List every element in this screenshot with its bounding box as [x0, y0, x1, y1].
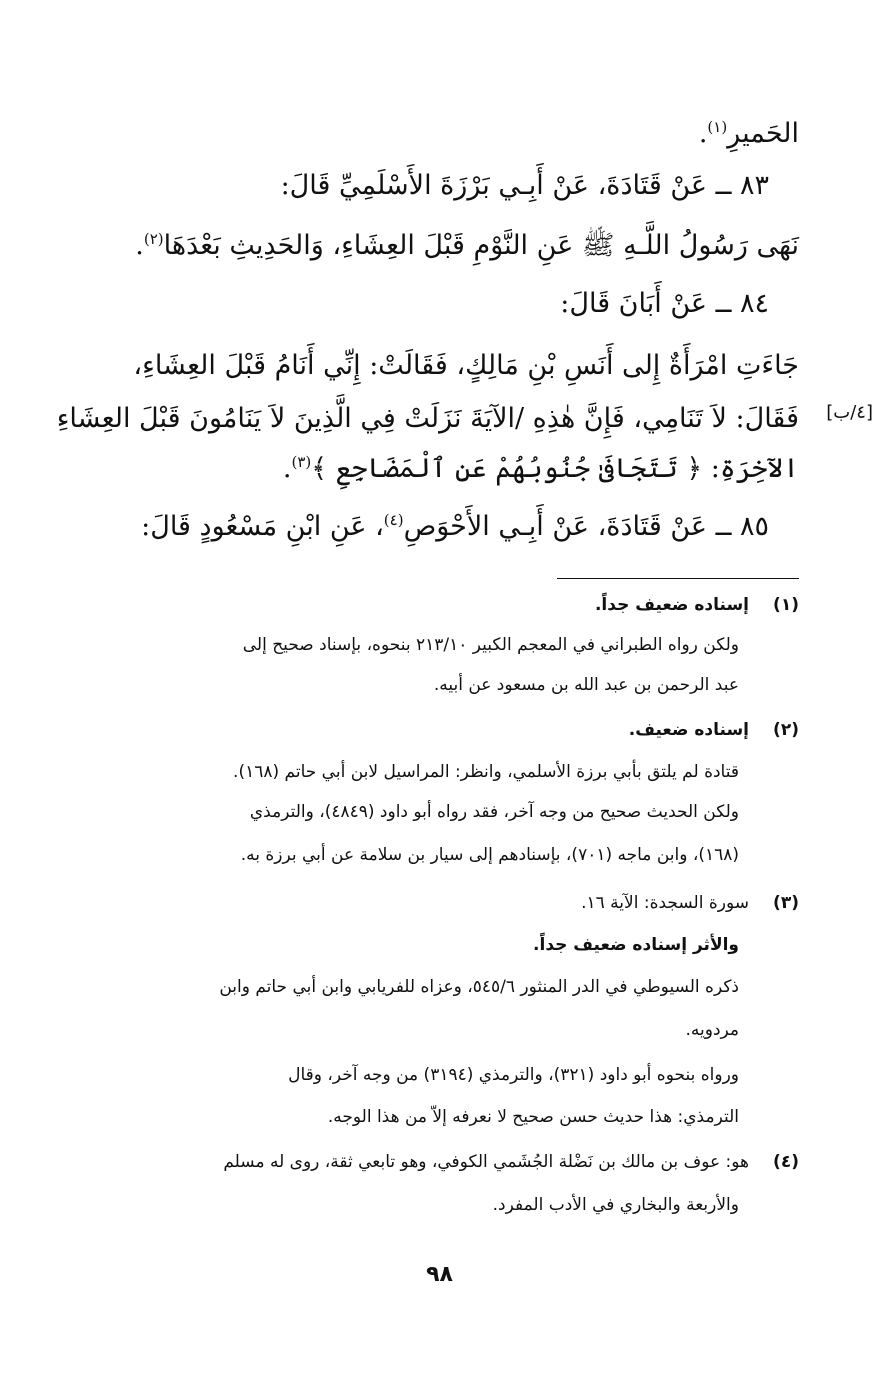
- footnote-3-line-1: سورة السجدة: الآية ١٦.: [581, 893, 749, 913]
- hadith-84-line-1: جَاءَتِ امْرَأَةٌ إِلى أَنَسِ بْنِ مَالِكٍ، فَقَالَتْ: إِنِّي أَنَامُ قَبْلَ العِشَاءِ،: [133, 350, 799, 381]
- footnote-3-line-5: ورواه بنحوه أبو داود (٣٢١)، والترمذي (٣١٩٤) من وجه آخر، وقال: [288, 1065, 739, 1085]
- footnote-3-line-2: والأثر إسناده ضعيف جداً.: [533, 935, 739, 955]
- footnote-1-line-1: إسناده ضعيف جداً.: [594, 595, 749, 615]
- footnote-4-line-1: هو: عوف بن مالك بن نَضْلة الجُشَمي الكوفي، وهو تابعي ثقة، روى له مسلم: [223, 1152, 749, 1172]
- footnote-4-number: (٤): [773, 1152, 799, 1172]
- hadith-84-line-2: فَقَالَ: لاَ تَنَامِي، فَإِنَّ هٰذِهِ /الآيَةَ نَزَلَتْ فِي الَّذِينَ لاَ يَنَامُونَ قَبْلَ العِشَاءِ: [56, 403, 799, 434]
- footnote-1-number: (١): [773, 595, 799, 615]
- footnote-ref-1: (١): [707, 118, 728, 136]
- footnote-2-number: (٢): [773, 720, 799, 740]
- l3-text: نَهَى رَسُولُ اللَّـهِ ﷺ عَنِ النَّوْمِ قَبْلَ العِشَاءِ، وَالحَدِيثِ بَعْدَهَا: [163, 230, 799, 261]
- hadith-83-heading: ٨٣ ــ عَنْ قَتَادَةَ، عَنْ أَبِـي بَرْزَةَ الأَسْلَمِيِّ قَالَ:: [280, 170, 769, 201]
- footnote-2-line-2: قتادة لم يلتق بأبي برزة الأسلمي، وانظر: المراسيل لابن أبي حاتم (١٦٨).: [233, 762, 739, 782]
- margin-folio-marker: [٤/ب]: [826, 402, 873, 423]
- hadith-83-text: [135, 232, 799, 259]
- footnote-2-line-1: إسناده ضعيف.: [628, 720, 749, 740]
- text-line-1: [699, 120, 799, 147]
- hadith-85-heading: [141, 513, 769, 540]
- l1-end: .: [698, 118, 708, 149]
- page-number: ٩٨: [426, 1262, 453, 1287]
- footnote-1-line-3: عبد الرحمن بن عبد الله بن مسعود عن أبيه.: [433, 675, 739, 695]
- footnote-ref-3: (٣): [291, 453, 312, 471]
- l7-text: الآخِرَةِ: ﴿ تَتَجَافَىٰ جُنُوبُهُمْ عَنِ ٱلْمَضَاجِعِ ﴾: [311, 453, 799, 484]
- footnote-separator: [557, 578, 799, 579]
- footnote-3-number: (٣): [773, 893, 799, 913]
- footnote-ref-4: (٤): [383, 511, 404, 529]
- hadith-84-heading: ٨٤ ــ عَنْ أَبَانَ قَالَ:: [560, 288, 769, 319]
- l1-text: الحَميرِ: [727, 118, 799, 149]
- l3-end: .: [135, 230, 144, 261]
- footnote-ref-2: (٢): [143, 230, 164, 248]
- footnote-4-line-2: والأربعة والبخاري في الأدب المفرد.: [492, 1195, 739, 1215]
- l8-text: ٨٥ ــ عَنْ قَتَادَةَ، عَنْ أَبِـي الأَحْوَصِ: [403, 511, 769, 542]
- footnote-2-line-4: (١٦٨)، وابن ماجه (٧٠١)، بإسنادهم إلى سيار بن سلامة عن أبي برزة به.: [240, 845, 739, 865]
- l8-end: ، عَنِ ابْنِ مَسْعُودٍ قَالَ:: [141, 511, 384, 542]
- l7-end: .: [282, 453, 292, 484]
- footnote-3-line-4: مردويه.: [685, 1020, 739, 1040]
- footnote-3-line-6: الترمذي: هذا حديث حسن صحيح لا نعرفه إلاّ من هذا الوجه.: [327, 1107, 739, 1127]
- footnote-1-line-2: ولكن رواه الطبراني في المعجم الكبير ٢١٣/١٠ بنحوه، بإسناد صحيح إلى: [242, 635, 739, 655]
- footnote-3-line-3: ذكره السيوطي في الدر المنثور ٥٤٥/٦، وعزاه للفريابي وابن أبي حاتم وابن: [219, 977, 739, 997]
- hadith-84-line-3: [283, 455, 799, 482]
- footnote-2-line-3: ولكن الحديث صحيح من وجه آخر، فقد رواه أبو داود (٤٨٤٩)، والترمذي: [249, 802, 739, 822]
